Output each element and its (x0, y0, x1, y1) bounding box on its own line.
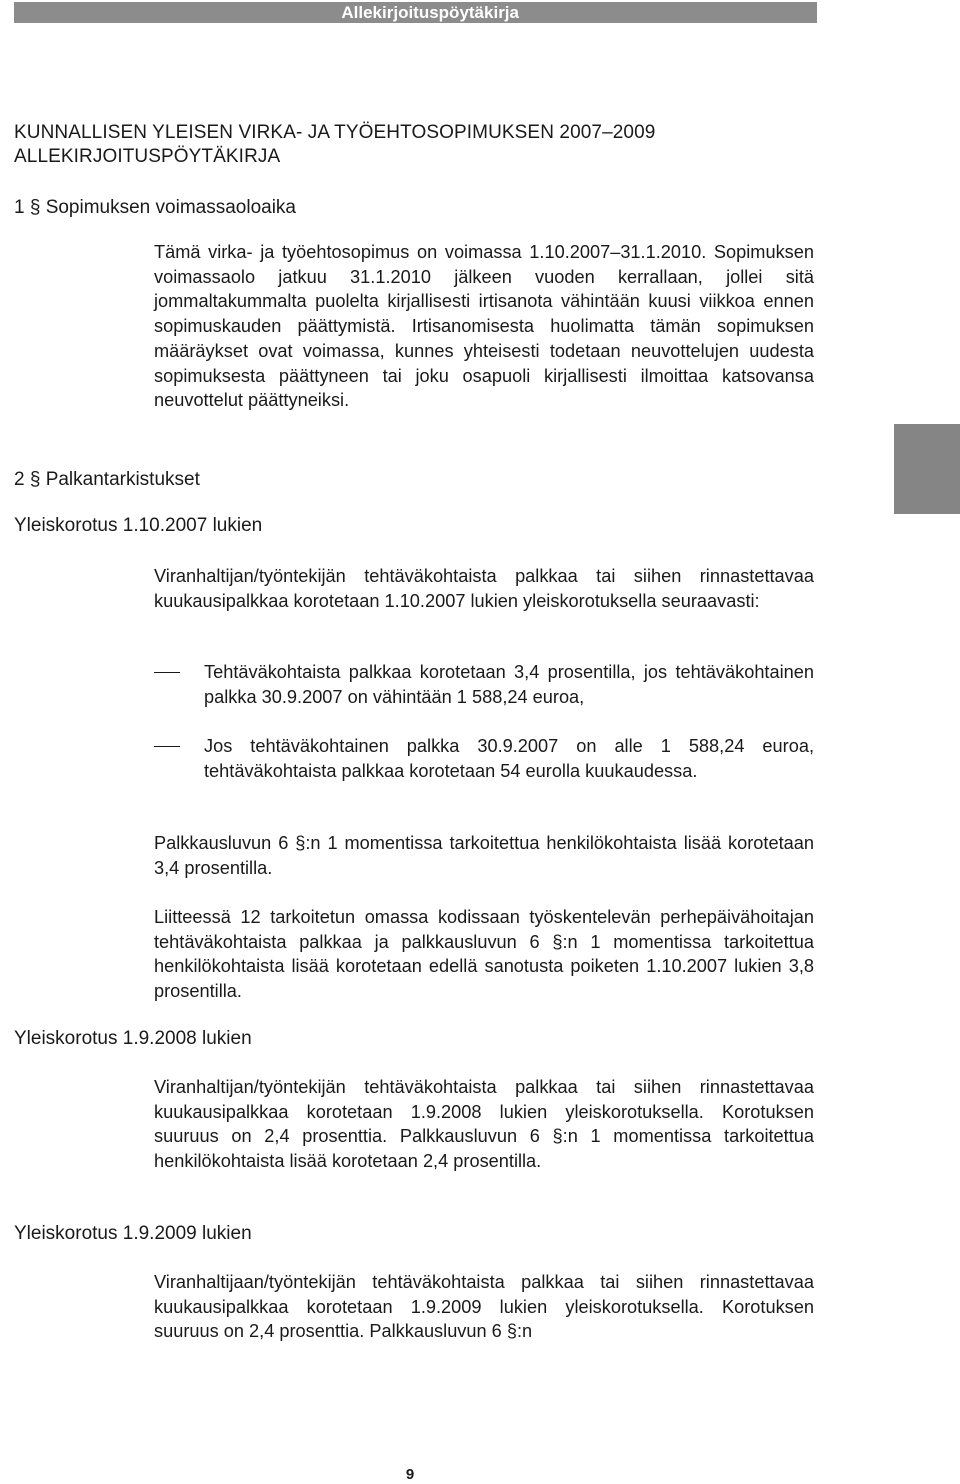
header-bar (14, 2, 817, 23)
sub3-para: Viranhaltijaan/työntekijän tehtäväkohtaista palkkaa tai siihen rinnastettavaa kuukausipalkkaa korotetaan 1.9.2009 lukien yleiskorotuksella. Korotuksen suuruus on 2,4 prosenttia. Palkkausluvun 6 §:n (154, 1272, 814, 1342)
sub1-para2-block (154, 831, 814, 880)
sub1-dash-item-1 (154, 660, 814, 709)
sub3-para-block (154, 1270, 814, 1344)
title-line-2: ALLEKIRJOITUSPÖYTÄKIRJA (14, 146, 281, 167)
sub1-para3-block (154, 905, 814, 1004)
title-line-1: KUNNALLISEN YLEISEN VIRKA- JA TYÖEHTOSOPIMUKSEN 2007–2009 (14, 122, 656, 143)
sub2-heading: Yleiskorotus 1.9.2008 lukien (14, 1028, 252, 1049)
chapter-side-tab (894, 424, 960, 514)
sub1-para1: Viranhaltijan/työntekijän tehtäväkohtaista palkkaa tai siihen rinnastettavaa kuukausipalkkaa korotetaan 1.10.2007 lukien yleiskorotuksella seuraavasti: (154, 566, 814, 611)
section1-text: Tämä virka- ja työehtosopimus on voimassa 1.10.2007–31.1.2010. Sopimuksen voimassaolo jatkuu 31.1.2010 jälkeen vuoden kerrallaan, jollei sitä jommaltakummalta puolelta kirjallisesti irtisanota vähintään kuusi viikkoa ennen sopimuskauden päättymistä. Irtisanomisesta huolimatta tämän sopimuksen määräykset ovat voimassa, kunnes yhteisesti todetaan neuvottelujen uudesta sopimuksesta päättyneen tai joku osapuoli kirjallisesti ilmoittaa katsovansa neuvottelut päättyneiksi. (154, 242, 814, 411)
dash-mark (154, 672, 180, 673)
sub1-para1-block (154, 564, 814, 613)
sub2-para-block (154, 1075, 814, 1174)
sub1-dash1-text: Tehtäväkohtaista palkkaa korotetaan 3,4 prosentilla, jos tehtäväkohtainen palkka 30.9.2007 on vähintään 1 588,24 euroa, (204, 662, 814, 707)
document-title (14, 121, 655, 169)
sub1-para2: Palkkausluvun 6 §:n 1 momentissa tarkoitettua henkilökohtaista lisää korotetaan 3,4 prosentilla. (154, 833, 814, 878)
sub1-para3: Liitteessä 12 tarkoitetun omassa kodissaan työskentelevän perhepäivähoitajan tehtäväkohtaista palkkaa ja palkkausluvun 6 §:n 1 momentissa tarkoitettua henkilökohtaista lisää korotetaan edellä sanotusta poiketen 1.10.2007 lukien 3,8 prosentilla. (154, 907, 814, 1002)
section2-heading: 2 § Palkantarkistukset (14, 469, 200, 490)
sub3-heading: Yleiskorotus 1.9.2009 lukien (14, 1223, 252, 1244)
header-title: Allekirjoituspöytäkirja (341, 3, 519, 22)
dash-mark (154, 746, 180, 747)
sub1-heading: Yleiskorotus 1.10.2007 lukien (14, 515, 263, 536)
sub2-para: Viranhaltijan/työntekijän tehtäväkohtaista palkkaa tai siihen rinnastettavaa kuukausipalkkaa korotetaan 1.9.2008 lukien yleiskorotuksella. Korotuksen suuruus on 2,4 prosenttia. Palkkausluvun 6 §:n 1 momentissa tarkoitettua henkilökohtaista lisää korotetaan 2,4 prosentilla. (154, 1077, 814, 1172)
section1-body (154, 240, 814, 413)
sub1-dash2-text: Jos tehtäväkohtainen palkka 30.9.2007 on alle 1 588,24 euroa, tehtäväkohtaista palkkaa korotetaan 54 eurolla kuukaudessa. (204, 736, 814, 781)
section1-heading: 1 § Sopimuksen voimassaoloaika (14, 197, 296, 218)
sub1-dash-item-2 (154, 734, 814, 783)
page-number: 9 (405, 1466, 415, 1483)
